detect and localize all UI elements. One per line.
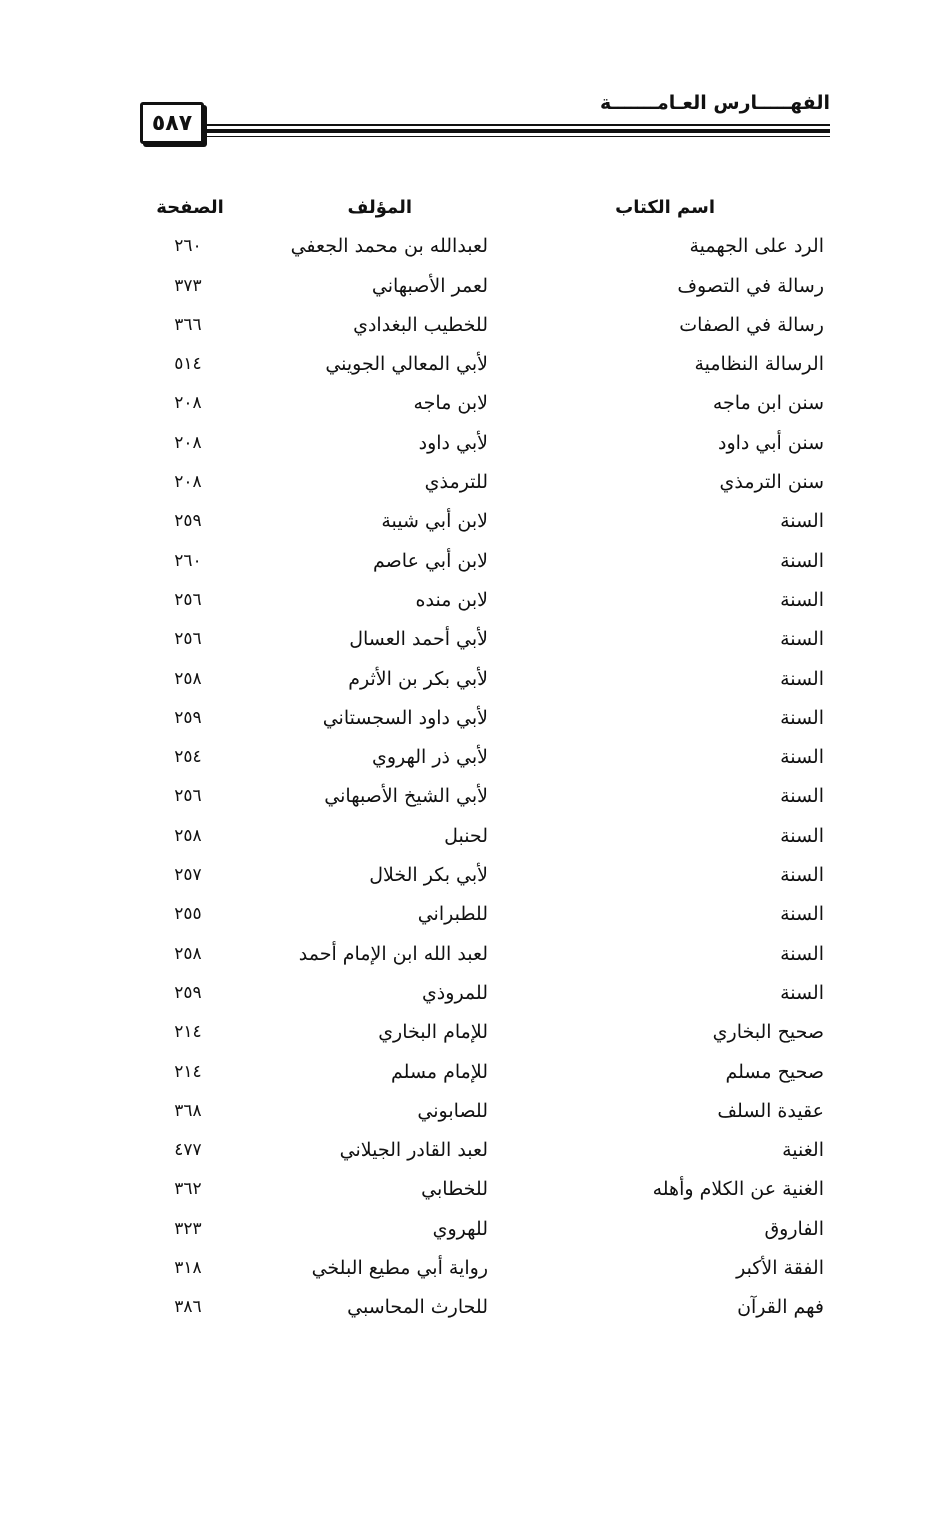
page-reference: ٢٥٥ (174, 904, 202, 925)
page-reference: ٢٠٨ (174, 432, 202, 453)
book-title: السنة (780, 942, 824, 965)
table-row (140, 1249, 830, 1288)
book-title: سنن أبي داود (718, 431, 824, 454)
book-title: السنة (780, 903, 824, 926)
book-title: السنة (780, 706, 824, 729)
table-row (140, 1210, 830, 1249)
page-reference: ٢٥٧ (174, 865, 202, 886)
table-row (140, 895, 830, 934)
book-author: لعمر الأصبهاني (371, 274, 488, 297)
book-author: لعبد الله ابن الإمام أحمد (298, 942, 488, 965)
header-rule (206, 124, 830, 126)
book-author: لأبي ذر الهروي (371, 746, 488, 769)
book-title: فهم القرآن (737, 1296, 824, 1319)
table-row (140, 660, 830, 699)
book-author: لأبي المعالي الجويني (325, 353, 488, 376)
book-author: للخطابي (421, 1178, 488, 1201)
column-header-page: الصفحة (156, 197, 224, 218)
book-author: لابن ماجه (413, 392, 488, 415)
book-author: للإمام مسلم (391, 1060, 488, 1083)
book-title: رسالة في الصفات (679, 313, 824, 336)
column-header-author: المؤلف (347, 197, 412, 218)
table-row (140, 227, 830, 266)
table-row (140, 1131, 830, 1170)
page-reference: ٣٧٣ (174, 275, 202, 296)
page-reference: ٢٥٩ (174, 511, 202, 532)
page-reference: ٢١٤ (174, 1061, 202, 1082)
book-title: السنة (780, 588, 824, 611)
page-reference: ٢٥٤ (174, 747, 202, 768)
book-author: للهروي (432, 1217, 488, 1240)
book-title: السنة (780, 510, 824, 533)
book-title: السنة (780, 746, 824, 769)
book-author: لأبي أحمد العسال (349, 628, 488, 651)
table-row (140, 424, 830, 463)
page-reference: ٣١٨ (174, 1258, 202, 1279)
table-row (140, 1013, 830, 1052)
table-row (140, 581, 830, 620)
column-header-title: اسم الكتاب (615, 197, 715, 218)
page-reference: ٢٠٨ (174, 472, 202, 493)
book-author: لأبي داود السجستاني (322, 706, 488, 729)
book-title: الرسالة النظامية (694, 353, 824, 376)
book-author: رواية أبي مطيع البلخي (311, 1257, 488, 1280)
page-reference: ٢٥٨ (174, 943, 202, 964)
table-row (140, 974, 830, 1013)
book-author: لحنبل (444, 824, 488, 847)
book-author: لأبي داود (418, 431, 488, 454)
page-reference: ٣٦٦ (174, 314, 202, 335)
header-rule-thin (206, 136, 830, 137)
book-title: السنة (780, 981, 824, 1004)
book-title: السنة (780, 785, 824, 808)
page-reference: ٢٠٨ (174, 393, 202, 414)
table-row (140, 856, 830, 895)
book-author: لعبدالله بن محمد الجعفي (290, 235, 488, 258)
book-title: الفقة الأكبر (736, 1257, 824, 1280)
header-rule-thick (206, 129, 830, 133)
book-author: للترمذي (424, 471, 488, 494)
table-body (140, 227, 830, 1327)
table-row (140, 777, 830, 816)
table-row (140, 817, 830, 856)
table-row (140, 935, 830, 974)
book-title: صحيح مسلم (725, 1060, 824, 1083)
table-row (140, 738, 830, 777)
table-row (140, 699, 830, 738)
book-title: الغنية (782, 1139, 824, 1162)
book-title: السنة (780, 864, 824, 887)
page-reference: ٥١٤ (174, 354, 202, 375)
page-reference: ٤٧٧ (174, 1140, 202, 1161)
book-title: السنة (780, 628, 824, 651)
page-reference: ٢٥٦ (174, 589, 202, 610)
book-author: لأبي الشيخ الأصبهاني (324, 785, 488, 808)
book-author: للطبراني (417, 903, 488, 926)
page-header (140, 92, 830, 146)
page-reference: ٣٦٢ (174, 1179, 202, 1200)
table-row (140, 1053, 830, 1092)
page-reference: ٢٥٨ (174, 825, 202, 846)
page-reference: ٣٢٣ (174, 1218, 202, 1239)
table-row (140, 1170, 830, 1209)
book-author: لابن منده (415, 588, 488, 611)
table-row (140, 502, 830, 541)
table-row (140, 267, 830, 306)
table-row (140, 345, 830, 384)
page-reference: ٢٥٨ (174, 668, 202, 689)
book-author: للإمام البخاري (378, 1021, 488, 1044)
book-author: لأبي بكر بن الأثرم (348, 667, 488, 690)
table-header-row (140, 188, 830, 227)
book-author: للمروذي (421, 981, 488, 1004)
book-title: السنة (780, 667, 824, 690)
running-title: الفهـــــارس العـامـــــــة (594, 92, 830, 114)
book-author: لأبي بكر الخلال (369, 864, 488, 887)
book-author: لعبد القادر الجيلاني (339, 1139, 488, 1162)
table-row (140, 1288, 830, 1327)
book-author: للحارث المحاسبي (347, 1296, 488, 1319)
page-reference: ٣٦٨ (174, 1100, 202, 1121)
table-row (140, 1092, 830, 1131)
book-author: لابن أبي عاصم (373, 549, 488, 572)
page-reference: ٢٥٩ (174, 707, 202, 728)
book-title: السنة (780, 549, 824, 572)
page-reference: ٢٥٩ (174, 982, 202, 1003)
book-author: لابن أبي شيبة (381, 510, 488, 533)
page-reference: ٢١٤ (174, 1022, 202, 1043)
table-row (140, 463, 830, 502)
table-row (140, 306, 830, 345)
book-index-table (140, 188, 830, 1328)
book-title: سنن الترمذي (719, 471, 824, 494)
table-row (140, 384, 830, 423)
book-title: عقيدة السلف (717, 1099, 824, 1122)
book-title: الفاروق (764, 1217, 824, 1240)
book-title: الغنية عن الكلام وأهله (652, 1178, 824, 1201)
page-reference: ٣٨٦ (174, 1297, 202, 1318)
page-reference: ٢٥٦ (174, 786, 202, 807)
page-reference: ٢٦٠ (174, 236, 202, 257)
book-title: الرد على الجهمية (689, 235, 824, 258)
page-reference: ٢٥٦ (174, 629, 202, 650)
page-reference: ٢٦٠ (174, 550, 202, 571)
table-row (140, 542, 830, 581)
table-row (140, 620, 830, 659)
book-title: رسالة في التصوف (677, 274, 824, 297)
book-author: للصابوني (417, 1099, 488, 1122)
book-author: للخطيب البغدادي (353, 313, 488, 336)
book-title: السنة (780, 824, 824, 847)
page-number: ٥٨٧ (140, 102, 204, 144)
book-title: صحيح البخاري (712, 1021, 824, 1044)
book-title: سنن ابن ماجه (712, 392, 824, 415)
